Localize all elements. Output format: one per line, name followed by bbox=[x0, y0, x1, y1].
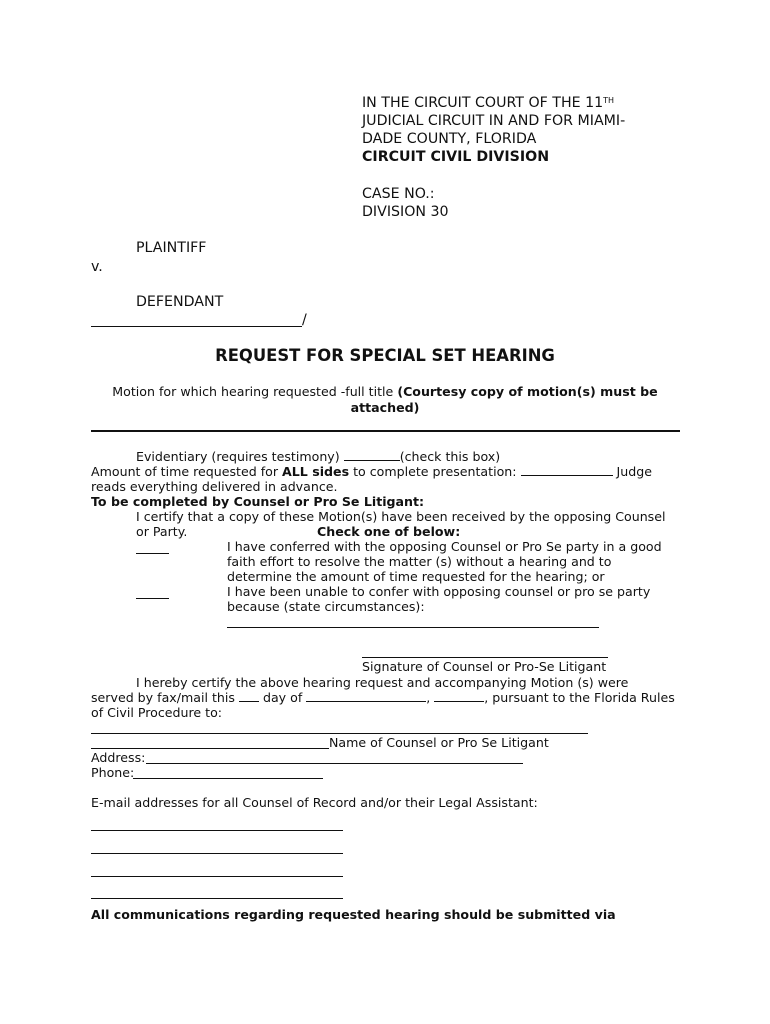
signature-line[interactable] bbox=[362, 657, 608, 658]
court-line-2: JUDICIAL CIRCUIT IN AND FOR MIAMI- bbox=[362, 113, 626, 129]
option-2-line-1: I have been unable to confer with opposing counsel or pro se party bbox=[227, 584, 651, 599]
all-sides-emphasis: ALL sides bbox=[282, 464, 350, 479]
case-number-label: CASE NO.: bbox=[362, 186, 435, 202]
service-day-field[interactable] bbox=[239, 690, 259, 702]
time-prefix: Amount of time requested for bbox=[91, 464, 283, 479]
versus-label: v. bbox=[91, 259, 103, 275]
service-day-of-text: day of bbox=[258, 690, 307, 705]
email-field-3[interactable] bbox=[91, 876, 343, 877]
communications-note: All communications regarding requested hearing should be submitted via bbox=[91, 907, 616, 922]
document-title: REQUEST FOR SPECIAL SET HEARING bbox=[215, 346, 555, 365]
evidentiary-row bbox=[136, 449, 500, 464]
counsel-name-field[interactable] bbox=[91, 748, 329, 749]
service-month-field[interactable] bbox=[306, 690, 426, 702]
email-field-1[interactable] bbox=[91, 830, 343, 831]
service-line-2 bbox=[91, 690, 675, 705]
courtesy-copy-note: (Courtesy copy of motion(s) must be attached) bbox=[350, 384, 658, 415]
service-year-field[interactable] bbox=[434, 690, 484, 702]
option-1-line-1: I have conferred with the opposing Counsel or Pro Se party in a good bbox=[227, 539, 662, 554]
ordinal-suffix: TH bbox=[603, 96, 615, 105]
defendant-label: DEFENDANT bbox=[136, 294, 224, 310]
check-one-heading: Check one of below: bbox=[317, 524, 461, 539]
division-label: DIVISION 30 bbox=[362, 204, 449, 220]
judge-label: Judge bbox=[612, 464, 652, 479]
signature-label: Signature of Counsel or Pro-Se Litigant bbox=[362, 659, 607, 674]
defendant-slash: / bbox=[302, 312, 307, 328]
option-1-line-3: determine the amount of time requested for the hearing; or bbox=[227, 569, 605, 584]
service-rules-text: , pursuant to the Florida Rules bbox=[484, 690, 675, 705]
service-served-text: served by fax/mail this bbox=[91, 690, 239, 705]
service-recipient-line[interactable] bbox=[91, 733, 588, 734]
time-suffix: to complete presentation: bbox=[349, 464, 521, 479]
motion-label: Motion for which hearing requested -full title bbox=[112, 384, 398, 399]
certify-line-2: or Party. bbox=[136, 524, 188, 539]
option-1-line-2: faith effort to resolve the matter (s) without a hearing and to bbox=[227, 554, 612, 569]
phone-field[interactable] bbox=[133, 778, 323, 779]
court-line-3: DADE COUNTY, FLORIDA bbox=[362, 131, 537, 147]
section-divider bbox=[91, 430, 680, 432]
evidentiary-label: Evidentiary (requires testimony) bbox=[136, 449, 344, 464]
option-1-check-line[interactable] bbox=[136, 553, 169, 554]
address-label: Address: bbox=[91, 750, 146, 765]
motion-description bbox=[90, 384, 680, 416]
address-field[interactable] bbox=[146, 763, 523, 764]
court-line-1: IN THE CIRCUIT COURT OF THE 11TH bbox=[362, 95, 615, 111]
service-line-3: of Civil Procedure to: bbox=[91, 705, 223, 720]
service-line-1: I hereby certify the above hearing request and accompanying Motion (s) were bbox=[136, 675, 629, 690]
evidentiary-check-hint: (check this box) bbox=[399, 449, 501, 464]
time-requested-row-2: reads everything delivered in advance. bbox=[91, 479, 338, 494]
circumstances-field[interactable] bbox=[227, 627, 599, 628]
defendant-signature-line[interactable] bbox=[91, 326, 302, 327]
email-field-2[interactable] bbox=[91, 853, 343, 854]
email-label: E-mail addresses for all Counsel of Record and/or their Legal Assistant: bbox=[91, 795, 538, 810]
certify-line-1: I certify that a copy of these Motion(s) have been received by the opposing Counsel bbox=[136, 509, 666, 524]
email-field-4[interactable] bbox=[91, 898, 343, 899]
time-requested-field[interactable] bbox=[521, 464, 613, 476]
time-requested-row bbox=[91, 464, 652, 479]
counsel-section-heading: To be completed by Counsel or Pro Se Litigant: bbox=[91, 494, 425, 509]
counsel-name-label: Name of Counsel or Pro Se Litigant bbox=[329, 735, 549, 750]
service-comma: , bbox=[426, 690, 435, 705]
phone-label: Phone: bbox=[91, 765, 135, 780]
option-2-line-2: because (state circumstances): bbox=[227, 599, 425, 614]
court-division: CIRCUIT CIVIL DIVISION bbox=[362, 149, 550, 165]
option-2-check-line[interactable] bbox=[136, 598, 169, 599]
evidentiary-checkbox-line[interactable] bbox=[344, 449, 400, 461]
plaintiff-label: PLAINTIFF bbox=[136, 240, 207, 256]
